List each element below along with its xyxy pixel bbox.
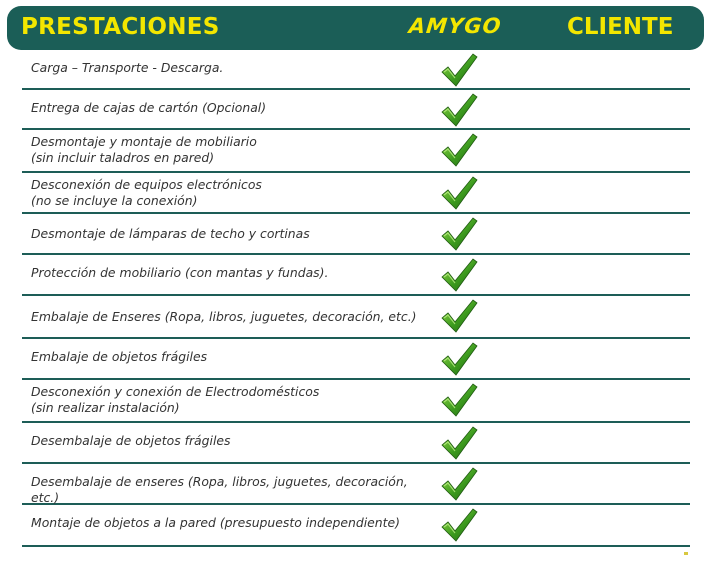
table-row — [22, 130, 690, 173]
green-checkmark-icon — [440, 175, 478, 211]
service-description — [31, 177, 431, 209]
service-line-1: Embalaje de Enseres (Ropa, libros, juguetes, decoración, etc.) — [31, 309, 417, 324]
green-checkmark-icon — [440, 341, 478, 377]
green-checkmark-icon — [440, 382, 478, 418]
table-row — [22, 339, 690, 380]
green-checkmark-icon — [440, 466, 478, 502]
table-row — [22, 90, 690, 130]
table-row — [22, 423, 690, 464]
service-description — [31, 433, 431, 449]
service-line-1: Embalaje de objetos frágiles — [31, 349, 208, 364]
service-line-1: Desembalaje de objetos frágiles — [31, 433, 231, 448]
service-line-2: (sin incluir taladros en pared) — [31, 150, 215, 165]
green-checkmark-icon — [440, 132, 478, 168]
service-line-1: Desembalaje de enseres (Ropa, libros, juguetes, decoración, etc.) — [31, 474, 408, 505]
service-line-1: Entrega de cajas de cartón (Opcional) — [31, 100, 267, 115]
service-description — [31, 265, 431, 281]
table-row — [22, 173, 690, 214]
green-checkmark-icon — [440, 298, 478, 334]
service-description — [31, 100, 431, 116]
service-description — [31, 226, 431, 242]
table-row — [22, 380, 690, 423]
service-line-1: Montaje de objetos a la pared (presupuesto independiente) — [31, 515, 400, 530]
service-line-2: (sin realizar instalación) — [31, 400, 180, 415]
service-line-1: Desconexión de equipos electrónicos — [31, 177, 262, 192]
service-line-1: Protección de mobiliario (con mantas y fundas). — [31, 265, 329, 280]
table-row — [22, 464, 690, 505]
service-line-1: Desmontaje de lámparas de techo y cortinas — [31, 226, 310, 241]
green-checkmark-icon — [440, 92, 478, 128]
service-description — [31, 384, 431, 416]
table-header — [7, 6, 704, 50]
table-row — [22, 296, 690, 339]
table-row — [22, 505, 690, 547]
table-row — [22, 50, 690, 90]
services-table — [22, 50, 690, 547]
service-description — [31, 60, 431, 76]
service-description — [31, 134, 431, 166]
service-line-1: Carga – Transporte - Descarga. — [31, 60, 224, 75]
service-description — [31, 515, 431, 531]
green-checkmark-icon — [440, 507, 478, 543]
table-row — [22, 214, 690, 255]
green-checkmark-icon — [440, 257, 478, 293]
service-description — [31, 349, 431, 365]
service-description — [31, 309, 431, 325]
green-checkmark-icon — [440, 216, 478, 252]
amygo-logo: AMYGO — [407, 14, 503, 38]
service-description — [31, 474, 431, 506]
corner-mark — [684, 552, 688, 555]
cliente-heading: CLIENTE — [567, 14, 674, 40]
service-line-1: Desmontaje y montaje de mobiliario — [31, 134, 257, 149]
prestaciones-heading: PRESTACIONES — [21, 14, 220, 40]
service-line-2: (no se incluye la conexión) — [31, 193, 198, 208]
table-row — [22, 255, 690, 296]
green-checkmark-icon — [440, 425, 478, 461]
service-line-1: Desconexión y conexión de Electrodomésticos — [31, 384, 320, 399]
green-checkmark-icon — [440, 52, 478, 88]
